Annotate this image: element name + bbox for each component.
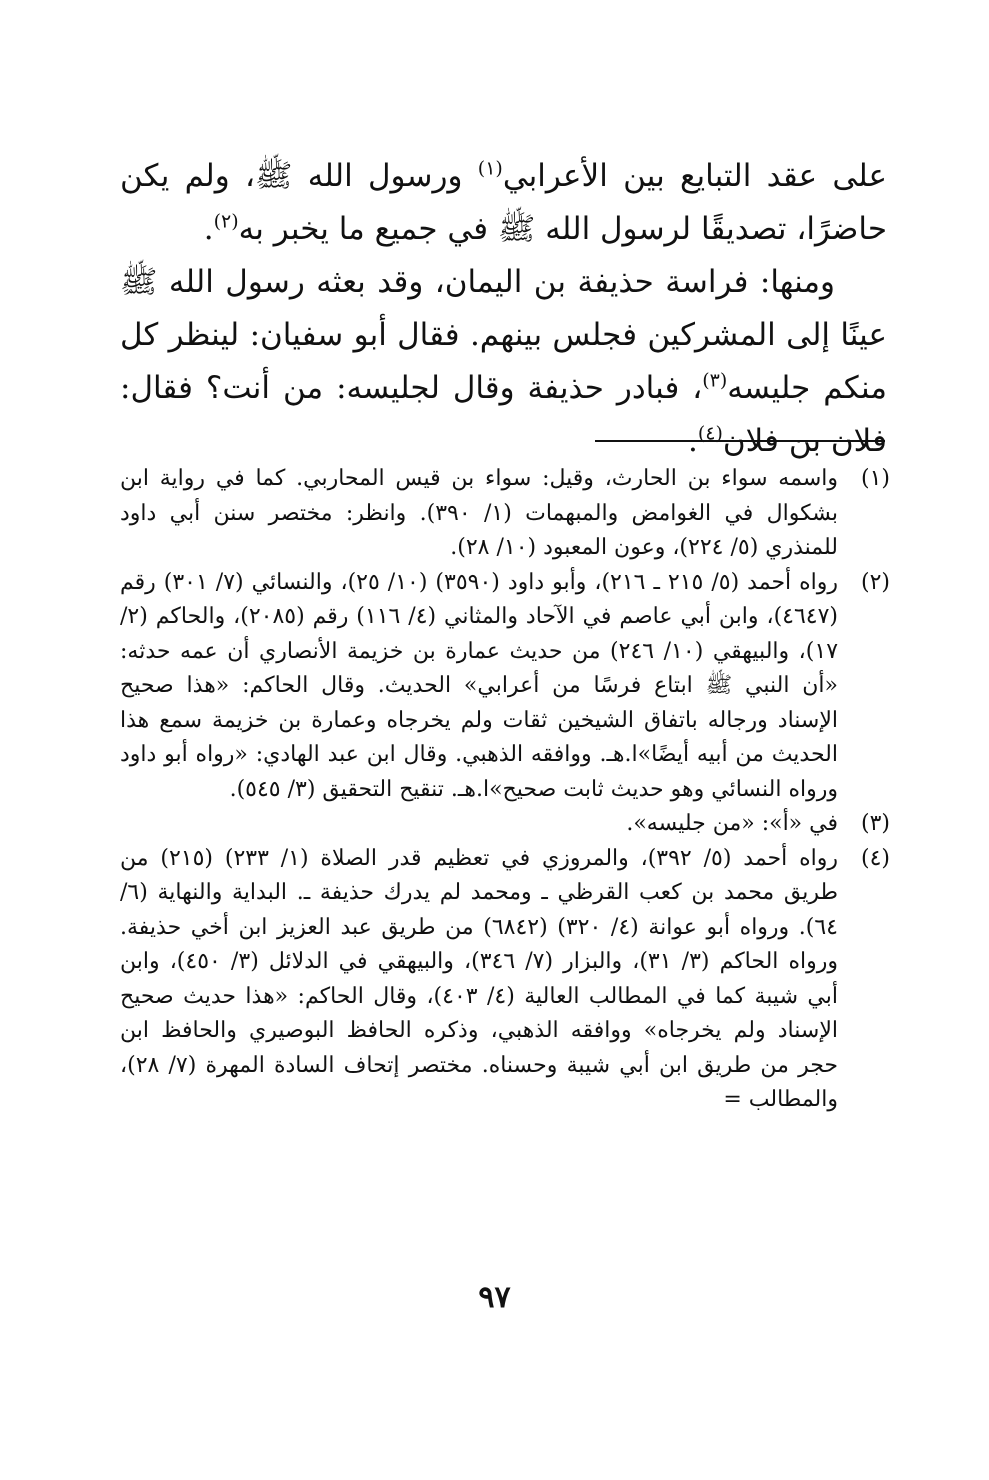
footnote-2 (120, 566, 890, 808)
footnote-text: رواه أحمد (٥/ ٢١٥ ـ ٢١٦)، وأبو داود (٣٥٩٠) (١٠/ ٢٥)، والنسائي (٧/ ٣٠١) رقم (٤٦٤٧)، وابن أبي عاصم في الآحاد والمثاني (٤/ ١١٦) رقم (٢٠٨٥)، والحاكم (٢/ ١٧)، والبيهقي (١٠/ ٢٤٦) من حديث عمارة بن خزيمة الأنصاري أن عمه حدثه: «أن النبي ﷺ ابتاع فرسًا من أعرابي» الحديث. وقال الحاكم: «هذا صحيح الإسناد ورجاله باتفاق الشيخين ثقات ولم يخرجاه وعمارة بن خزيمة سمع هذا الحديث من أبيه أيضًا»ا.هـ. ووافقه الذهبي. وقال ابن عبد الهادي: «رواه أبو داود ورواه النسائي وهو حديث ثابت صحيح»ا.هـ. تنقيح التحقيق (٣/ ٥٤٥). (120, 569, 839, 802)
footnote-number: (١) (860, 466, 890, 491)
main-p2-part1: ومنها: فراسة حذيفة بن اليمان، وقد بعثه رسول الله ﷺ عينًا إلى المشركين فجلس بينهم. فقال أبو سفيان: لينظر كل منكم جليسه (120, 264, 887, 406)
footnotes-section (120, 462, 890, 1118)
footnote-ref-1[interactable]: (١) (477, 157, 503, 180)
footnote-1 (120, 462, 890, 566)
footnote-number: (٣) (860, 811, 890, 836)
main-p2-part2: ، فبادر حذيفة وقال لجليسه: من أنت؟ فقال: فلان بن فلان (120, 370, 887, 459)
footnote-separator (595, 440, 885, 442)
page-number: ٩٧ (478, 1280, 511, 1315)
footnote-ref-3[interactable]: (٣) (702, 369, 728, 392)
footnote-text: واسمه سواء بن الحارث، وقيل: سواء بن قيس المحاربي. كما في رواية ابن بشكوال في الغوامض والمبهمات (١/ ٣٩٠). وانظر: مختصر سنن أبي داود للمنذري (٥/ ٢٢٤)، وعون المعبود (١٠/ ٢٨). (120, 466, 839, 560)
main-p1-part1: على عقد التبايع بين الأعرابي (502, 158, 888, 194)
main-text-block (120, 150, 887, 468)
footnote-3 (120, 807, 890, 842)
main-paragraph-2 (120, 256, 887, 468)
footnote-text: في «أ»: «من جليسه». (626, 811, 838, 836)
main-p1-part2: ورسول الله ﷺ، ولم يكن حاضرًا، تصديقًا لرسول الله ﷺ في جميع ما يخبر به (120, 158, 887, 247)
footnote-ref-2[interactable]: (٢) (213, 210, 239, 233)
main-p1-part3: . (203, 211, 214, 247)
footnote-4 (120, 842, 890, 1118)
footnote-ref-4[interactable]: (٤) (697, 422, 723, 445)
main-paragraph-1 (120, 150, 887, 256)
footnote-number: (٢) (860, 569, 890, 595)
footnote-text: رواه أحمد (٥/ ٣٩٢)، والمروزي في تعظيم قدر الصلاة (١/ ٢٣٣) (٢١٥) من طريق محمد بن كعب القرظي ـ ومحمد لم يدرك حذيفة ـ. البداية والنهاية (٦/ ٦٤). ورواه أبو عوانة (٤/ ٣٢٠) (٦٨٤٢) من طريق عبد العزيز ابن أخي حذيفة. ورواه الحاكم (٣/ ٣١)، والبزار (٧/ ٣٤٦)، والبيهقي في الدلائل (٣/ ٤٥٠)، وابن أبي شيبة كما في المطالب العالية (٤/ ٤٠٣)، وقال الحاكم: «هذا حديث صحيح الإسناد ولم يخرجاه» ووافقه الذهبي، وذكره الحافظ البوصيري والحافظ ابن حجر من طريق ابن أبي شيبة وحسناه. مختصر إتحاف السادة المهرة (٧/ ٢٨)، والمطالب = (120, 845, 839, 1112)
main-p2-part3: . (687, 423, 698, 459)
footnote-number: (٤) (860, 845, 890, 871)
